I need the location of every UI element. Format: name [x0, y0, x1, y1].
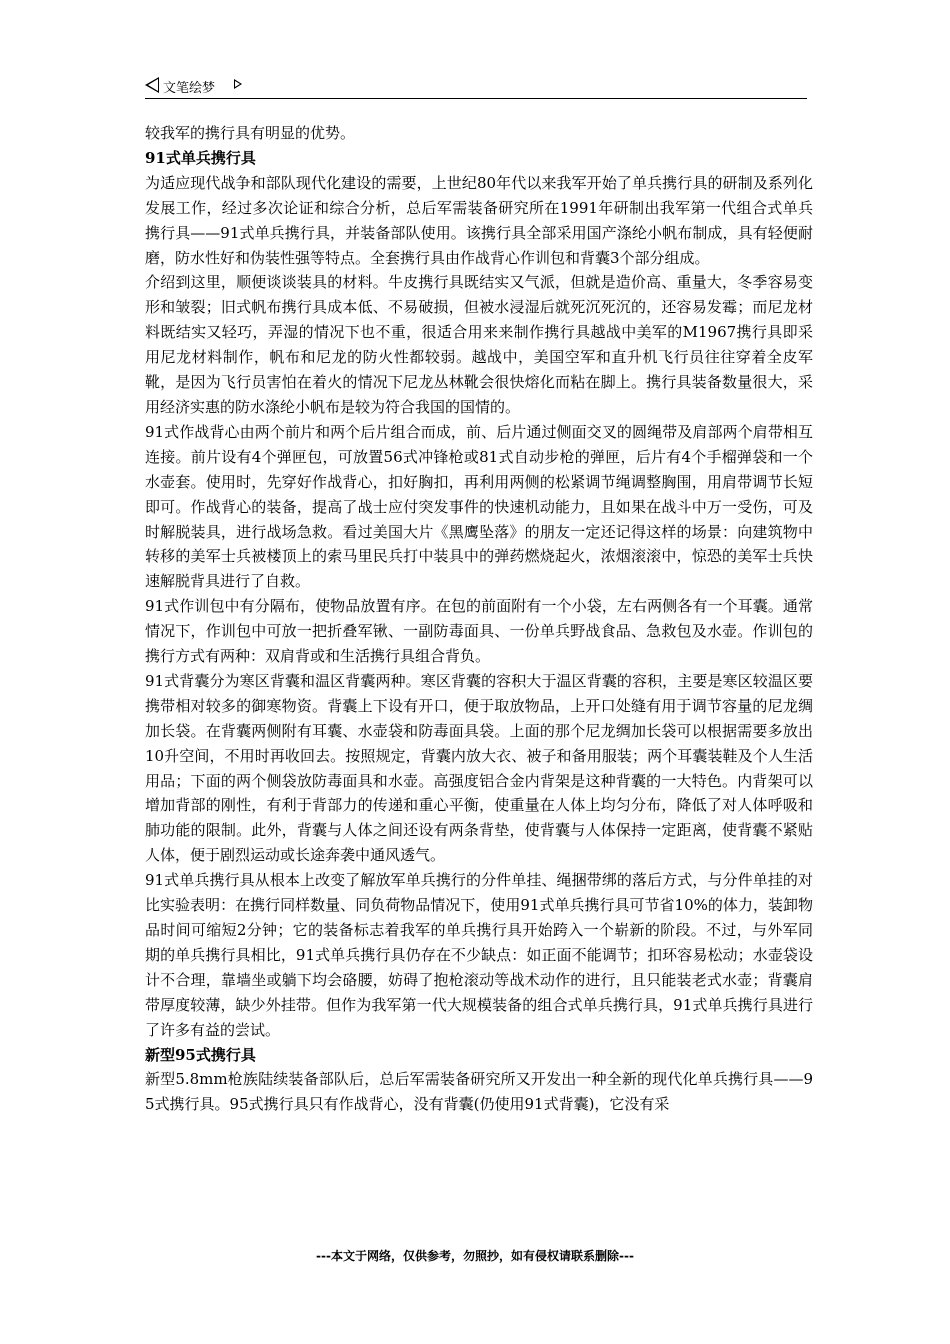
document-body: [145, 121, 813, 1117]
body-paragraph: 介绍到这里，顺便谈谈装具的材料。牛皮携行具既结实又气派，但就是造价高、重量大，冬季容易变形和皱裂；旧式帆布携行具成本低、不易破损，但被水浸湿后就死沉死沉的，还容易发霉；而尼龙材料既结实又轻巧，弄湿的情况下也不重，很适合用来来制作携行具越战中美军的M1967携行具即采用尼龙材料制作，帆布和尼龙的防火性都较弱。越战中，美国空军和直升机飞行员往往穿着全皮军靴，是因为飞行员害怕在着火的情况下尼龙丛林靴会很快熔化而粘在脚上。携行具装备数量很大，采用经济实惠的防水涤纶小帆布是较为符合我国的国情的。: [145, 273, 813, 416]
body-paragraph: 91式单兵携行具从根本上改变了解放军单兵携行的分件单挂、绳捆带绑的落后方式，与分件单挂的对比实验表明：在携行同样数量、同负荷物品情况下，使用91式单兵携行具可节省10%的体力，装卸物品时间可缩短2分钟；它的装备标志着我军的单兵携行具开始跨入一个崭新的阶段。不过，与外军同期的单兵携行具相比，91式单兵携行具仍存在不少缺点：如正面不能调节；扣环容易松动；水壶袋设计不合理，靠墙坐或躺下均会硌腰，妨碍了抱枪滚动等战术动作的进行，且只能装老式水壶；背囊肩带厚度较薄，缺少外挂带。但作为我军第一代大规模装备的组合式单兵携行具，91式单兵携行具进行了许多有益的尝试。: [145, 871, 813, 1039]
body-paragraph: 91式作训包中有分隔布，使物品放置有序。在包的前面附有一个小袋，左右两侧各有一个耳囊。通常情况下，作训包中可放一把折叠军锹、一副防毒面具、一份单兵野战食品、急救包及水壶。作训包的携行方式有两种：双肩背或和生活携行具组合背负。: [145, 597, 813, 666]
section-heading: 91式单兵携行具: [145, 148, 256, 167]
right-triangle-icon: [234, 79, 242, 89]
body-paragraph: 91式作战背心由两个前片和两个后片组合而成，前、后片通过侧面交叉的圆绳带及肩部两个肩带相互连接。前片设有4个弹匣包，可放置56式冲锋枪或81式自动步枪的弹匣，后片有4个手榴弹袋和一个水壶套。使用时，先穿好作战背心，扣好胸扣，再利用两侧的松紧调节绳调整胸围，用肩带调节长短即可。作战背心的装备，提高了战士应付突发事件的快速机动能力，且如果在战斗中万一受伤，可及时解脱装具，进行战场急救。看过美国大片《黑鹰坠落》的朋友一定还记得这样的场景：向建筑物中转移的美军士兵被楼顶上的索马里民兵打中装具中的弹药燃烧起火，浓烟滚滚中，惊恐的美军士兵快速解脱背具进行了自救。: [145, 422, 813, 591]
footer-disclaimer: ---本文于网络，仅供参考，勿照抄，如有侵权请联系删除---: [316, 1249, 634, 1263]
body-paragraph: 91式背囊分为寒区背囊和温区背囊两种。寒区背囊的容积大于温区背囊的容积，主要是寒区较温区要携带相对较多的御寒物资。背囊上下设有开口，便于取放物品，上开口处缝有用于调节容量的尼龙绸加长袋。在背囊两侧附有耳囊、水壶袋和防毒面具袋。上面的那个尼龙绸加长袋可以根据需要多放出10升空间，不用时再收回去。按照规定，背囊内放大衣、被子和备用服装；两个耳囊装鞋及个人生活用品；下面的两个侧袋放防毒面具和水壶。高强度铝合金内背架是这种背囊的一大特色。内背架可以增加背部的刚性，有利于背部力的传递和重心平衡，使重量在人体上均匀分布，降低了对人体呼吸和肺功能的限制。此外，背囊与人体之间还设有两条背垫，使背囊与人体保持一定距离，使背囊不紧贴人体，便于剧烈运动或长途奔袭中通风透气。: [145, 671, 813, 865]
body-paragraph: 较我军的携行具有明显的优势。: [145, 124, 356, 142]
left-triangle-icon: [145, 77, 159, 93]
page-header: [145, 74, 807, 99]
section-heading: 新型95式携行具: [145, 1045, 256, 1064]
body-paragraph: 为适应现代战争和部队现代化建设的需要，上世纪80年代以来我军开始了单兵携行具的研制及系列化发展工作，经过多次论证和综合分析，总后军需装备研究所在1991年研制出我军第一代组合式单兵携行具——91式单兵携行具，并装备部队使用。该携行具全部采用国产涤纶小帆布制成，具有轻便耐磨，防水性好和伪装性强等特点。全套携行具由作战背心作训包和背囊3个部分组成。: [145, 173, 813, 267]
body-paragraph: 新型5.8mm枪族陆续装备部队后，总后军需装备研究所又开发出一种全新的现代化单兵携行具——95式携行具。95式携行具只有作战背心，没有背囊(仍使用91式背囊)，它没有采: [145, 1070, 813, 1114]
header-title: 文笔绘梦: [163, 81, 216, 96]
